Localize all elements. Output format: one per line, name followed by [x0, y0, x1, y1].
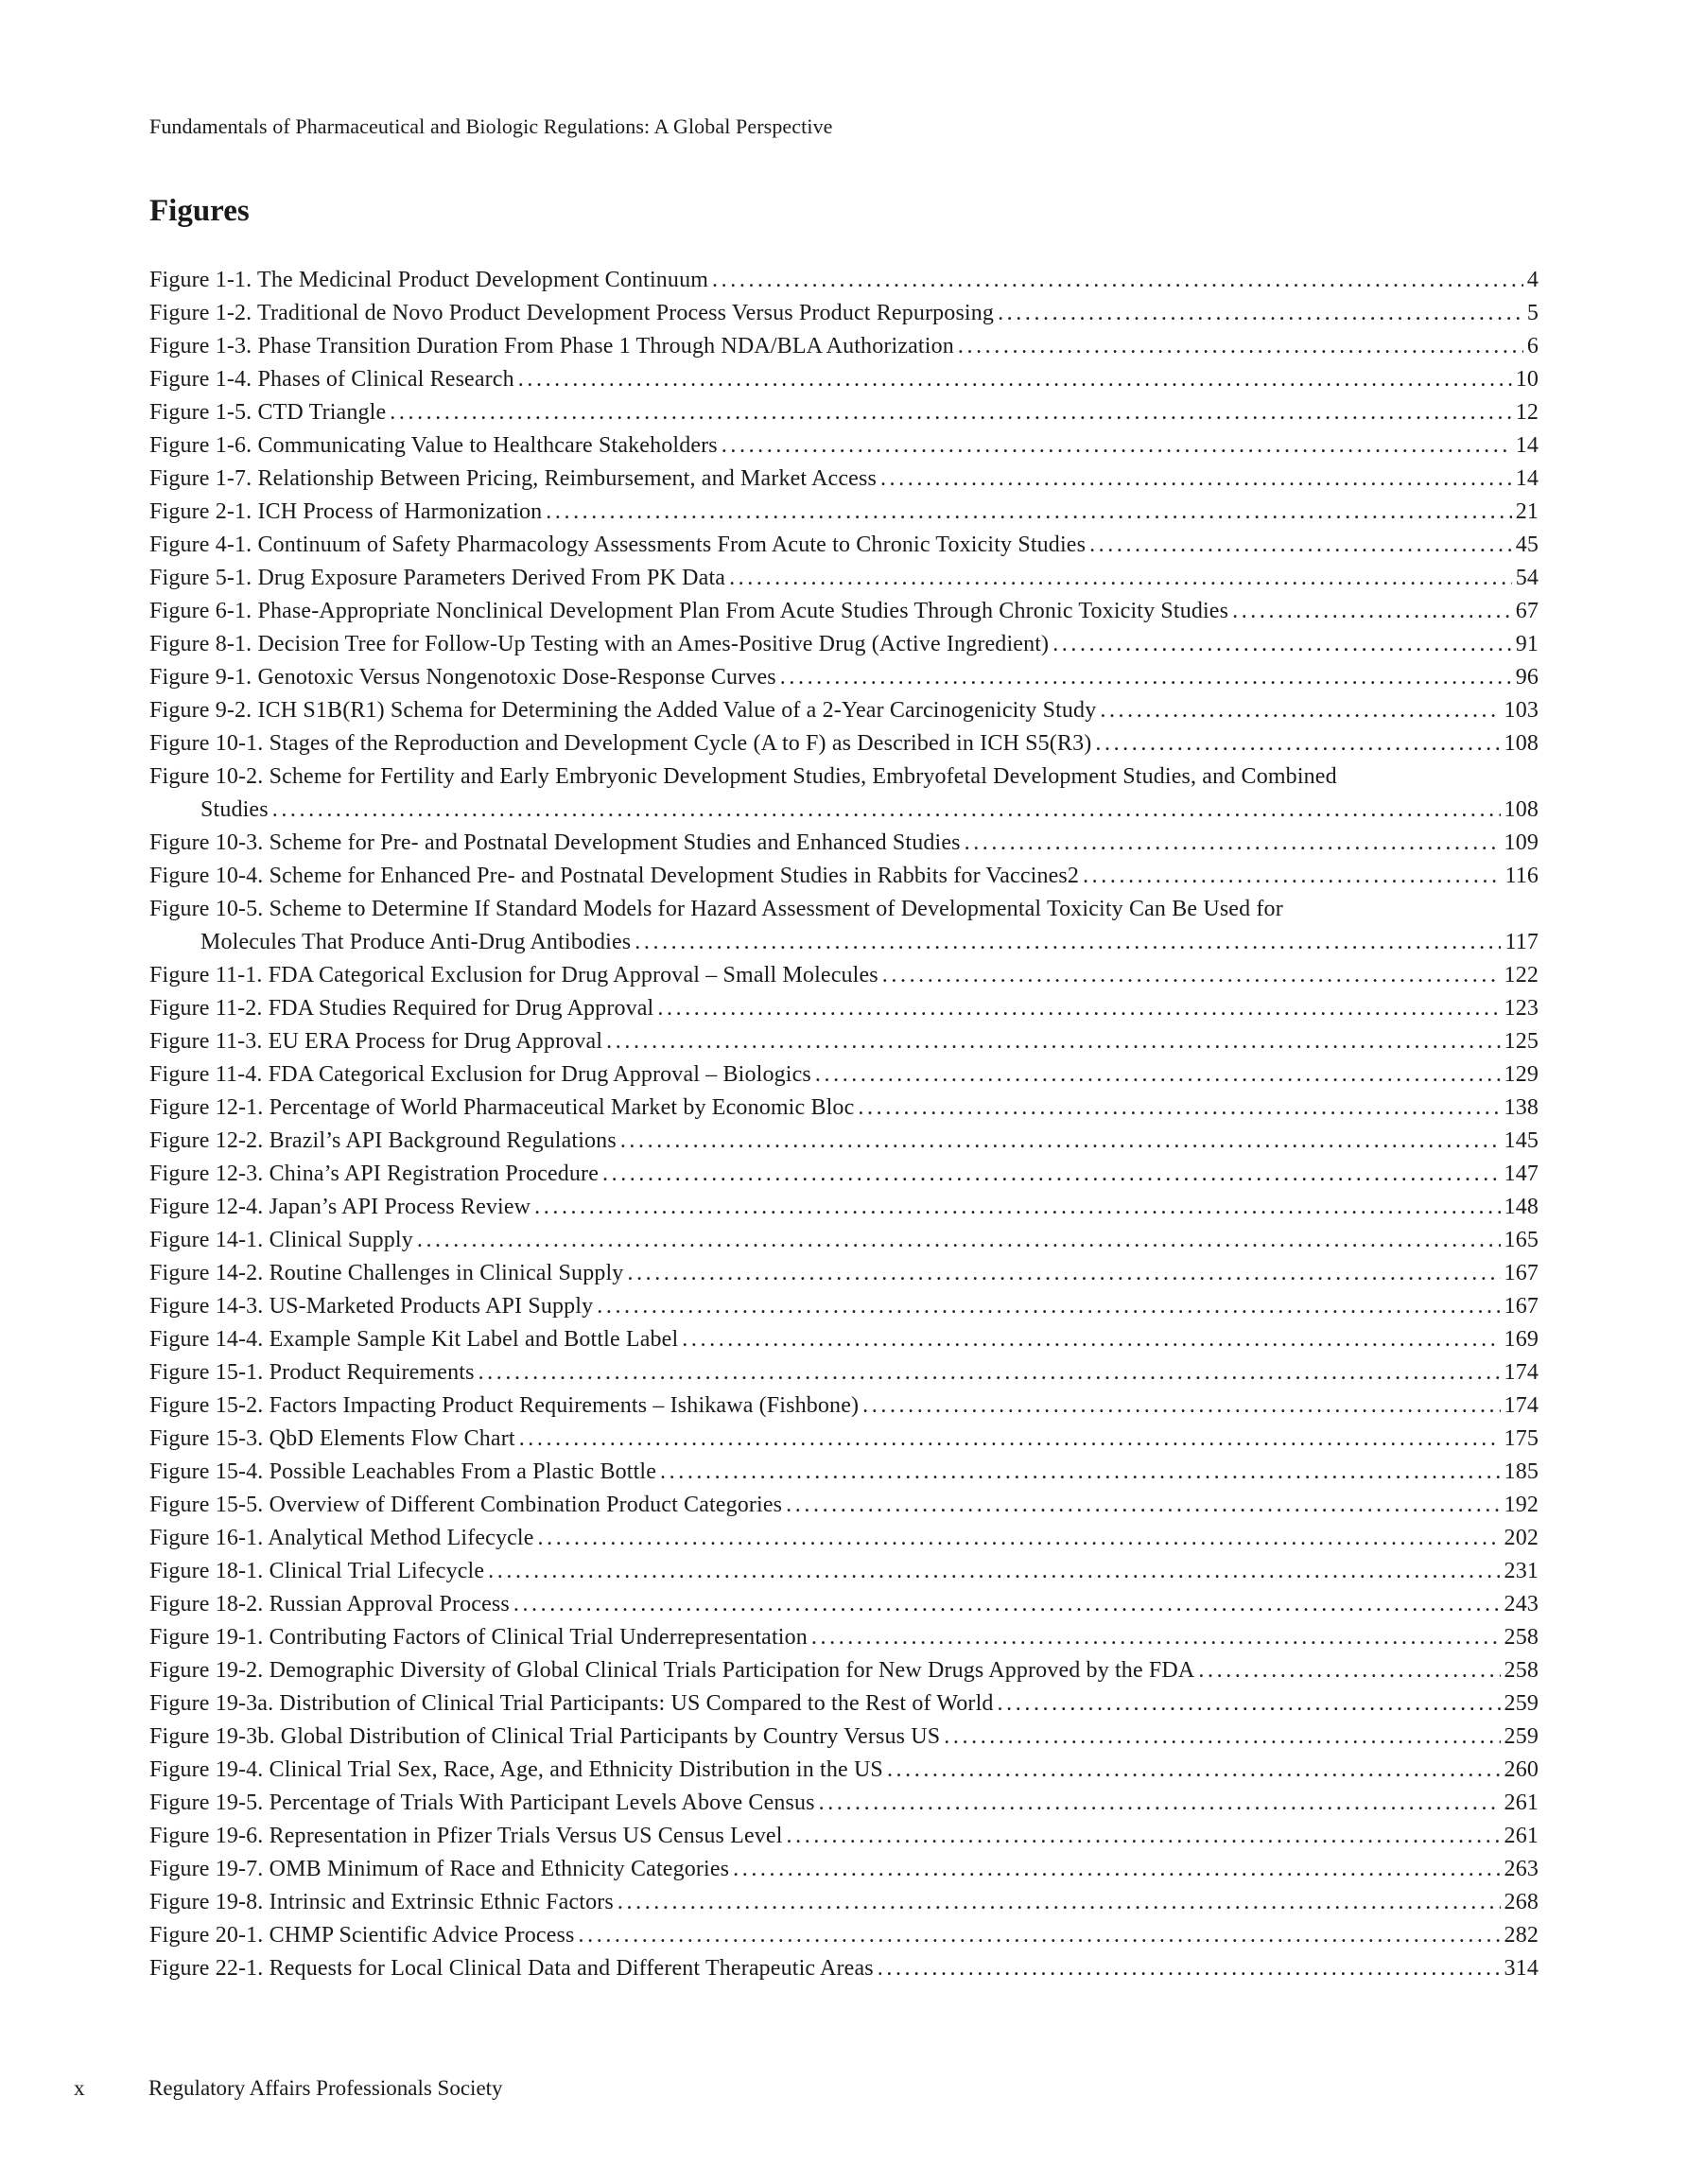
- toc-entry[interactable]: [149, 1588, 1539, 1621]
- toc-entry[interactable]: [149, 396, 1539, 429]
- toc-entry-title[interactable]: Figure 16-1. Analytical Method Lifecycle: [149, 1526, 534, 1550]
- toc-entry-title[interactable]: Figure 12-3. China’s API Registration Procedure: [149, 1162, 599, 1186]
- dot-leader: [862, 1389, 1500, 1423]
- toc-entry-title[interactable]: Figure 9-2. ICH S1B(R1) Schema for Determining the Added Value of a 2-Year Carcinogenicity Study: [149, 698, 1097, 723]
- dot-leader: [786, 1489, 1500, 1522]
- toc-entry-page[interactable]: 5: [1526, 301, 1539, 325]
- toc-entry-page[interactable]: 117: [1504, 930, 1539, 954]
- toc-entry[interactable]: [149, 1224, 1539, 1257]
- toc-entry-title[interactable]: Figure 1-2. Traditional de Novo Product Development Process Versus Product Repurposing: [149, 301, 995, 325]
- toc-entry-title[interactable]: Figure 19-1. Contributing Factors of Clinical Trial Underrepresentation: [149, 1625, 808, 1650]
- toc-entry-page[interactable]: 122: [1504, 963, 1539, 987]
- toc-entry[interactable]: [149, 529, 1539, 562]
- toc-entry-page[interactable]: 259: [1504, 1691, 1539, 1716]
- toc-entry-page[interactable]: 192: [1504, 1493, 1539, 1517]
- dot-leader: [878, 1952, 1501, 1985]
- toc-entry-title[interactable]: Figure 19-3b. Global Distribution of Clinical Trial Participants by Country Versus US: [149, 1724, 941, 1749]
- toc-entry[interactable]: [149, 827, 1539, 860]
- toc-entry-page[interactable]: 148: [1504, 1195, 1539, 1219]
- toc-entry-title[interactable]: Figure 14-3. US-Marketed Products API Supply: [149, 1294, 594, 1319]
- toc-entry[interactable]: [149, 1058, 1539, 1092]
- toc-entry-page[interactable]: 14: [1515, 466, 1539, 491]
- dot-leader: [858, 1092, 1500, 1125]
- toc-entry-title[interactable]: Figure 19-2. Demographic Diversity of Global Clinical Trials Participation for New Drugs Approved by the FDA: [149, 1658, 1195, 1683]
- dot-leader: [880, 463, 1512, 496]
- toc-entry[interactable]: [149, 1191, 1539, 1224]
- toc-entry-title[interactable]: Figure 14-2. Routine Challenges in Clinical Supply: [149, 1261, 624, 1285]
- toc-entry-page[interactable]: 263: [1504, 1857, 1539, 1881]
- dot-leader: [627, 1257, 1500, 1290]
- toc-entry-page[interactable]: 14: [1515, 433, 1539, 458]
- dot-leader: [620, 1125, 1501, 1158]
- toc-entry[interactable]: [149, 1158, 1539, 1191]
- toc-entry-title[interactable]: Figure 15-2. Factors Impacting Product Requirements – Ishikawa (Fishbone): [149, 1393, 860, 1418]
- toc-entry[interactable]: [149, 1820, 1539, 1853]
- toc-entry-title[interactable]: Figure 10-5. Scheme to Determine If Standard Models for Hazard Assessment of Developmental Toxicity Can Be Used for: [149, 897, 1283, 921]
- toc-entry-page[interactable]: 108: [1504, 731, 1539, 756]
- footer-organization: Regulatory Affairs Professionals Society: [148, 2076, 503, 2100]
- dot-leader: [579, 1919, 1501, 1952]
- dot-leader: [478, 1356, 1501, 1389]
- toc-entry-title[interactable]: Figure 12-4. Japan’s API Process Review: [149, 1195, 531, 1219]
- toc-entry[interactable]: [149, 1754, 1539, 1787]
- toc-entry-page[interactable]: 167: [1504, 1294, 1539, 1319]
- dot-leader: [657, 992, 1500, 1025]
- dot-leader: [887, 1754, 1501, 1787]
- dot-leader: [1089, 529, 1512, 562]
- toc-entry-page[interactable]: 138: [1504, 1095, 1539, 1120]
- toc-entry-page[interactable]: 91: [1515, 632, 1539, 656]
- toc-entry[interactable]: [149, 1555, 1539, 1588]
- toc-entry-title[interactable]: Figure 1-4. Phases of Clinical Research: [149, 367, 514, 392]
- toc-entry-title[interactable]: Figure 15-4. Possible Leachables From a Plastic Bottle: [149, 1459, 657, 1484]
- dot-leader: [617, 1886, 1501, 1919]
- dot-leader: [958, 330, 1523, 363]
- toc-entry-title[interactable]: Figure 19-6. Representation in Pfizer Trials Versus US Census Level: [149, 1824, 783, 1848]
- toc-entry-page[interactable]: 165: [1504, 1228, 1539, 1252]
- toc-entry-title[interactable]: Figure 22-1. Requests for Local Clinical Data and Different Therapeutic Areas: [149, 1956, 874, 1981]
- toc-entry-page[interactable]: 261: [1504, 1824, 1539, 1848]
- toc-entry[interactable]: [149, 1787, 1539, 1820]
- toc-entry[interactable]: [149, 1290, 1539, 1323]
- toc-entry-page[interactable]: 103: [1504, 698, 1539, 723]
- toc-entry[interactable]: [149, 496, 1539, 529]
- toc-entry-title-continuation[interactable]: Molecules That Produce Anti-Drug Antibodies: [200, 930, 632, 954]
- toc-entry-title[interactable]: Figure 4-1. Continuum of Safety Pharmacology Assessments From Acute to Chronic Toxicity Studies: [149, 533, 1087, 557]
- dot-leader: [1083, 860, 1501, 893]
- dot-leader: [602, 1158, 1501, 1191]
- dot-leader: [1232, 595, 1512, 628]
- toc-entry[interactable]: [149, 264, 1539, 297]
- toc-entry[interactable]: [149, 1654, 1539, 1687]
- dot-leader: [882, 959, 1501, 992]
- toc-entry[interactable]: [149, 694, 1539, 727]
- toc-entry-title[interactable]: Figure 19-3a. Distribution of Clinical Trial Participants: US Compared to the Rest of World: [149, 1691, 994, 1716]
- dot-leader: [944, 1721, 1500, 1754]
- toc-entry-page[interactable]: 314: [1504, 1956, 1539, 1981]
- toc-entry[interactable]: [149, 1621, 1539, 1654]
- toc-entry[interactable]: [149, 595, 1539, 628]
- toc-entry-page[interactable]: 54: [1515, 566, 1539, 590]
- toc-entry-page[interactable]: 67: [1515, 599, 1539, 623]
- dot-leader: [518, 363, 1512, 396]
- toc-entry[interactable]: [149, 1356, 1539, 1389]
- toc-entry[interactable]: [149, 727, 1539, 760]
- toc-entry-title[interactable]: Figure 19-4. Clinical Trial Sex, Race, Age, and Ethnicity Distribution in the US: [149, 1757, 883, 1782]
- dot-leader: [546, 496, 1511, 529]
- toc-entry-page[interactable]: 96: [1515, 665, 1539, 690]
- dot-leader: [815, 1058, 1501, 1092]
- toc-entry-page[interactable]: 6: [1526, 334, 1539, 358]
- dot-leader: [417, 1224, 1501, 1257]
- toc-entry-title[interactable]: Figure 1-7. Relationship Between Pricing, Reimbursement, and Market Access: [149, 466, 877, 491]
- toc-entry-page[interactable]: 125: [1504, 1029, 1539, 1054]
- toc-entry-page[interactable]: 174: [1504, 1393, 1539, 1418]
- dot-leader: [597, 1290, 1500, 1323]
- footer-page-number: x: [74, 2076, 85, 2100]
- dot-leader: [780, 661, 1512, 694]
- toc-entry-title[interactable]: Figure 18-1. Clinical Trial Lifecycle: [149, 1559, 485, 1583]
- toc-entry[interactable]: [149, 1389, 1539, 1423]
- toc-entry-page[interactable]: 147: [1504, 1162, 1539, 1186]
- toc-entry-title[interactable]: Figure 1-1. The Medicinal Product Development Continuum: [149, 268, 709, 292]
- toc-entry-title[interactable]: Figure 11-4. FDA Categorical Exclusion for Drug Approval – Biologics: [149, 1062, 811, 1087]
- toc-entry[interactable]: [149, 1853, 1539, 1886]
- toc-entry[interactable]: [149, 1952, 1539, 1985]
- dot-leader: [606, 1025, 1500, 1058]
- toc-entry-title[interactable]: Figure 10-1. Stages of the Reproduction and Development Cycle (A to F) as Described in ICH S5(R3): [149, 731, 1092, 756]
- toc-entry[interactable]: [149, 860, 1539, 893]
- toc-entry-title[interactable]: Figure 10-2. Scheme for Fertility and Early Embryonic Development Studies, Embryofetal Development Studies, and Combined: [149, 764, 1337, 789]
- toc-entry-page[interactable]: 108: [1504, 797, 1539, 822]
- toc-entry[interactable]: [149, 363, 1539, 396]
- dot-leader: [682, 1323, 1500, 1356]
- dot-leader: [272, 794, 1501, 827]
- toc-entry-page[interactable]: 243: [1504, 1592, 1539, 1616]
- dot-leader: [534, 1191, 1500, 1224]
- toc-entry[interactable]: [149, 959, 1539, 992]
- toc-entry-page[interactable]: 202: [1504, 1526, 1539, 1550]
- dot-leader: [513, 1588, 1501, 1621]
- toc-entry-page[interactable]: 174: [1504, 1360, 1539, 1385]
- toc-entry[interactable]: [149, 1919, 1539, 1952]
- toc-entry[interactable]: [149, 1423, 1539, 1456]
- dot-leader: [998, 1687, 1501, 1721]
- toc-entry-title[interactable]: Figure 5-1. Drug Exposure Parameters Derived From PK Data: [149, 566, 726, 590]
- dot-leader: [1095, 727, 1500, 760]
- toc-entry[interactable]: [149, 1323, 1539, 1356]
- toc-entry-title[interactable]: Figure 10-3. Scheme for Pre- and Postnatal Development Studies and Enhanced Studies: [149, 830, 961, 855]
- toc-entry[interactable]: [149, 1522, 1539, 1555]
- toc-entry-page[interactable]: 123: [1504, 996, 1539, 1021]
- toc-entry-title[interactable]: Figure 12-2. Brazil’s API Background Regulations: [149, 1128, 617, 1153]
- dot-leader: [488, 1555, 1500, 1588]
- toc-entry-title[interactable]: Figure 9-1. Genotoxic Versus Nongenotoxic Dose-Response Curves: [149, 665, 776, 690]
- toc-entry-page[interactable]: 261: [1504, 1791, 1539, 1815]
- toc-entry-title[interactable]: Figure 15-1. Product Requirements: [149, 1360, 475, 1385]
- toc-entry-title[interactable]: Figure 8-1. Decision Tree for Follow-Up Testing with an Ames-Positive Drug (Active Ingredient): [149, 632, 1050, 656]
- toc-entry[interactable]: [149, 297, 1539, 330]
- toc-entry-title[interactable]: Figure 11-3. EU ERA Process for Drug Approval: [149, 1029, 603, 1054]
- toc-entry[interactable]: [149, 1092, 1539, 1125]
- toc-entry-page[interactable]: 129: [1504, 1062, 1539, 1087]
- toc-entry-title[interactable]: Figure 19-5. Percentage of Trials With Participant Levels Above Census: [149, 1791, 815, 1815]
- toc-entry-title[interactable]: Figure 14-4. Example Sample Kit Label and Bottle Label: [149, 1327, 679, 1352]
- toc-entry-title[interactable]: Figure 6-1. Phase-Appropriate Nonclinical Development Plan From Acute Studies Through Chronic Toxicity Studies: [149, 599, 1229, 623]
- dot-leader: [635, 926, 1501, 959]
- dot-leader: [819, 1787, 1501, 1820]
- toc-entry-page[interactable]: 12: [1515, 400, 1539, 425]
- toc-entry-title[interactable]: Figure 11-1. FDA Categorical Exclusion for Drug Approval – Small Molecules: [149, 963, 878, 987]
- toc-entry-title[interactable]: Figure 12-1. Percentage of World Pharmaceutical Market by Economic Bloc: [149, 1095, 855, 1120]
- toc-entry-page[interactable]: 175: [1504, 1426, 1539, 1451]
- running-header: Fundamentals of Pharmaceutical and Biologic Regulations: A Global Perspective: [149, 114, 833, 138]
- toc-entry[interactable]: [149, 760, 1539, 827]
- dot-leader: [811, 1621, 1501, 1654]
- toc-entry-page[interactable]: 116: [1504, 864, 1539, 888]
- toc-entry-page[interactable]: 167: [1504, 1261, 1539, 1285]
- figures-list: [149, 264, 1539, 1985]
- section-title: Figures: [149, 194, 250, 228]
- toc-entry-page[interactable]: 258: [1504, 1625, 1539, 1650]
- toc-entry-title[interactable]: Figure 11-2. FDA Studies Required for Drug Approval: [149, 996, 654, 1021]
- dot-leader: [729, 562, 1512, 595]
- toc-entry[interactable]: [149, 1489, 1539, 1522]
- toc-entry-page[interactable]: 10: [1515, 367, 1539, 392]
- dot-leader: [660, 1456, 1501, 1489]
- toc-entry[interactable]: [149, 1886, 1539, 1919]
- toc-entry-title[interactable]: Figure 10-4. Scheme for Enhanced Pre- and Postnatal Development Studies in Rabbits for Vaccines2: [149, 864, 1080, 888]
- toc-entry-title[interactable]: Figure 14-1. Clinical Supply: [149, 1228, 413, 1252]
- toc-entry-title[interactable]: Figure 19-7. OMB Minimum of Race and Ethnicity Categories: [149, 1857, 730, 1881]
- toc-entry-title[interactable]: Figure 18-2. Russian Approval Process: [149, 1592, 510, 1616]
- toc-entry-page[interactable]: 259: [1504, 1724, 1539, 1749]
- toc-entry-title[interactable]: Figure 1-5. CTD Triangle: [149, 400, 387, 425]
- toc-entry[interactable]: [149, 1125, 1539, 1158]
- toc-entry-title[interactable]: Figure 2-1. ICH Process of Harmonization: [149, 499, 543, 524]
- toc-entry[interactable]: [149, 562, 1539, 595]
- toc-entry[interactable]: [149, 1687, 1539, 1721]
- toc-entry-page[interactable]: 258: [1504, 1658, 1539, 1683]
- toc-entry-title[interactable]: Figure 15-3. QbD Elements Flow Chart: [149, 1426, 515, 1451]
- toc-entry[interactable]: [149, 992, 1539, 1025]
- toc-entry[interactable]: [149, 330, 1539, 363]
- toc-entry-title[interactable]: Figure 15-5. Overview of Different Combination Product Categories: [149, 1493, 783, 1517]
- toc-entry-page[interactable]: 145: [1504, 1128, 1539, 1153]
- dot-leader: [712, 264, 1523, 297]
- toc-entry-page[interactable]: 4: [1526, 268, 1539, 292]
- toc-entry-title[interactable]: Figure 20-1. CHMP Scientific Advice Process: [149, 1923, 575, 1948]
- toc-entry-page[interactable]: 185: [1504, 1459, 1539, 1484]
- toc-entry[interactable]: [149, 1721, 1539, 1754]
- toc-entry-page[interactable]: 260: [1504, 1757, 1539, 1782]
- toc-entry[interactable]: [149, 661, 1539, 694]
- toc-entry-page[interactable]: 21: [1515, 499, 1539, 524]
- toc-entry[interactable]: [149, 628, 1539, 661]
- toc-entry-page[interactable]: 169: [1504, 1327, 1539, 1352]
- toc-entry-page[interactable]: 109: [1504, 830, 1539, 855]
- toc-entry-title[interactable]: Figure 1-6. Communicating Value to Healthcare Stakeholders: [149, 433, 718, 458]
- toc-entry-page[interactable]: 282: [1504, 1923, 1539, 1948]
- toc-entry-page[interactable]: 268: [1504, 1890, 1539, 1914]
- toc-entry-title[interactable]: Figure 19-8. Intrinsic and Extrinsic Ethnic Factors: [149, 1890, 614, 1914]
- toc-entry[interactable]: [149, 893, 1539, 959]
- dot-leader: [390, 396, 1511, 429]
- dot-leader: [733, 1853, 1500, 1886]
- toc-entry-title-continuation[interactable]: Studies: [200, 797, 269, 822]
- toc-entry-title[interactable]: Figure 1-3. Phase Transition Duration From Phase 1 Through NDA/BLA Authorization: [149, 334, 954, 358]
- toc-entry[interactable]: [149, 463, 1539, 496]
- dot-leader: [1100, 694, 1500, 727]
- toc-entry-page[interactable]: 231: [1504, 1559, 1539, 1583]
- toc-entry[interactable]: [149, 429, 1539, 463]
- dot-leader: [787, 1820, 1501, 1853]
- dot-leader: [722, 429, 1512, 463]
- dot-leader: [998, 297, 1523, 330]
- toc-entry[interactable]: [149, 1025, 1539, 1058]
- toc-entry-page[interactable]: 45: [1515, 533, 1539, 557]
- toc-entry[interactable]: [149, 1257, 1539, 1290]
- toc-entry[interactable]: [149, 1456, 1539, 1489]
- dot-leader: [1052, 628, 1512, 661]
- dot-leader: [538, 1522, 1501, 1555]
- dot-leader: [1198, 1654, 1500, 1687]
- dot-leader: [519, 1423, 1501, 1456]
- dot-leader: [965, 827, 1501, 860]
